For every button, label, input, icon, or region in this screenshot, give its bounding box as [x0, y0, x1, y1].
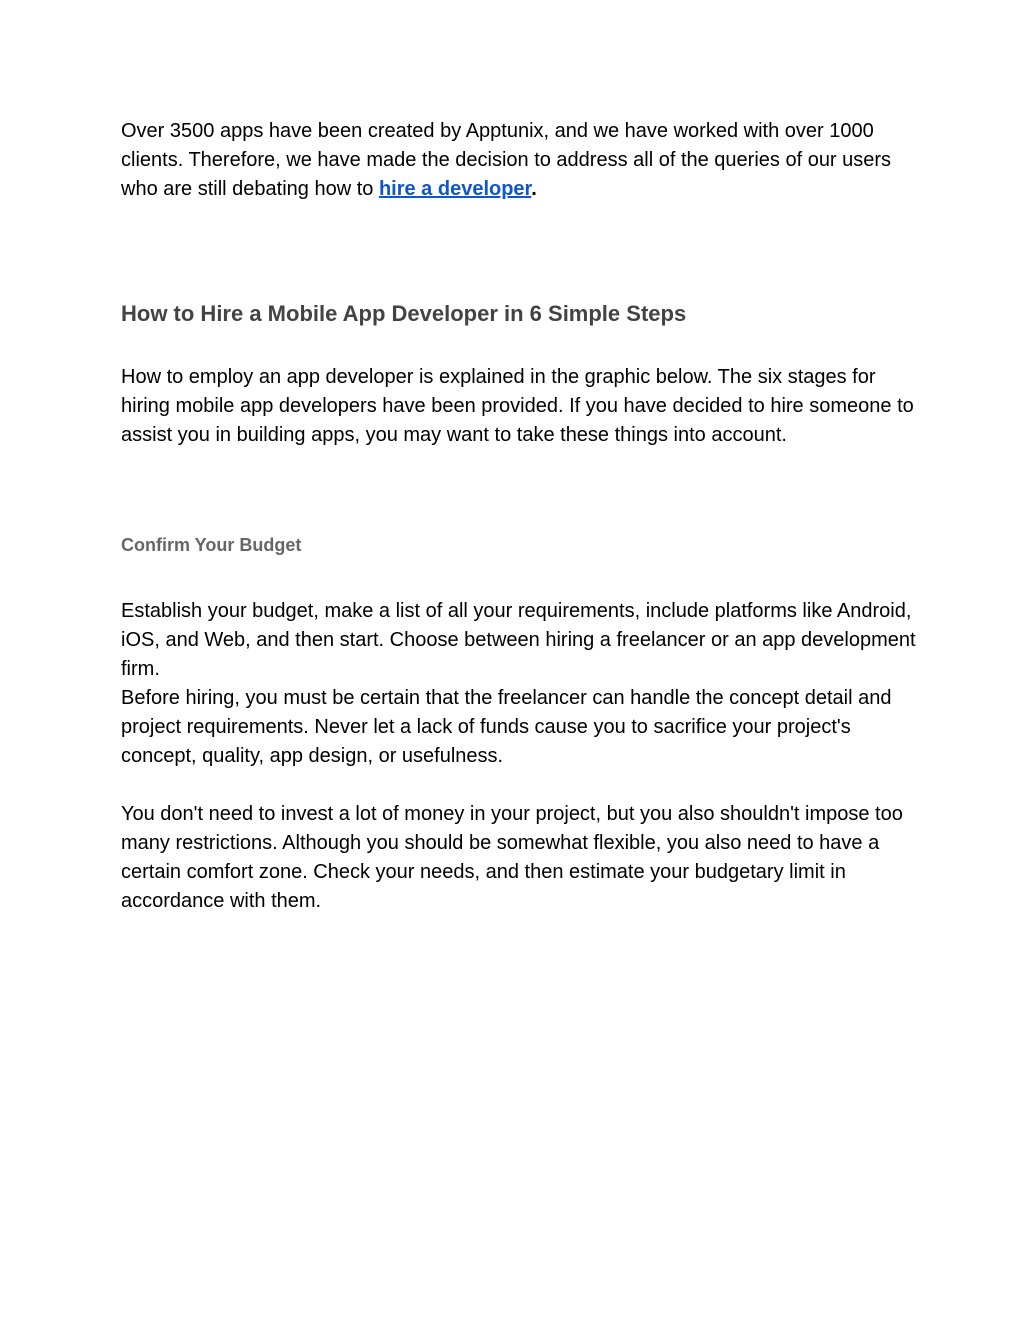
intro-period: . [531, 178, 537, 200]
intro-paragraph [121, 117, 921, 204]
budget-paragraph-line-2: Before hiring, you must be certain that the freelancer can handle the concept detail and project requirements. Never let a lack of funds cause you to sacrifice your project's concept, quality, app design, or usefulness. [121, 687, 892, 767]
section-heading: How to Hire a Mobile App Developer in 6 Simple Steps [121, 301, 687, 326]
budget-paragraph-2: You don't need to invest a lot of money in your project, but you also shouldn't impose too many restrictions. Although you should be somewhat flexible, you also need to have a certain comfort zone. Check your needs, and then estimate your budgetary limit in accordance with them. [121, 803, 903, 912]
steps-intro-paragraph: How to employ an app developer is explained in the graphic below. The six stages for hiring mobile app developers have been provided. If you have decided to hire someone to assist you in building apps, you may want to take these things into account. [121, 366, 914, 446]
document-page [121, 117, 921, 916]
budget-paragraph-line-1: Establish your budget, make a list of all your requirements, include platforms like Android, iOS, and Web, and then start. Choose between hiring a freelancer or an app development firm. [121, 600, 916, 680]
paragraph-spacer [121, 771, 921, 800]
subsection-heading: Confirm Your Budget [121, 535, 302, 555]
intro-text: Over 3500 apps have been created by Apptunix, and we have worked with over 1000 clients. Therefore, we have made the decision to address all of the queries of our users who are still debating how to [121, 120, 892, 200]
hire-developer-link[interactable]: hire a developer [378, 178, 532, 200]
